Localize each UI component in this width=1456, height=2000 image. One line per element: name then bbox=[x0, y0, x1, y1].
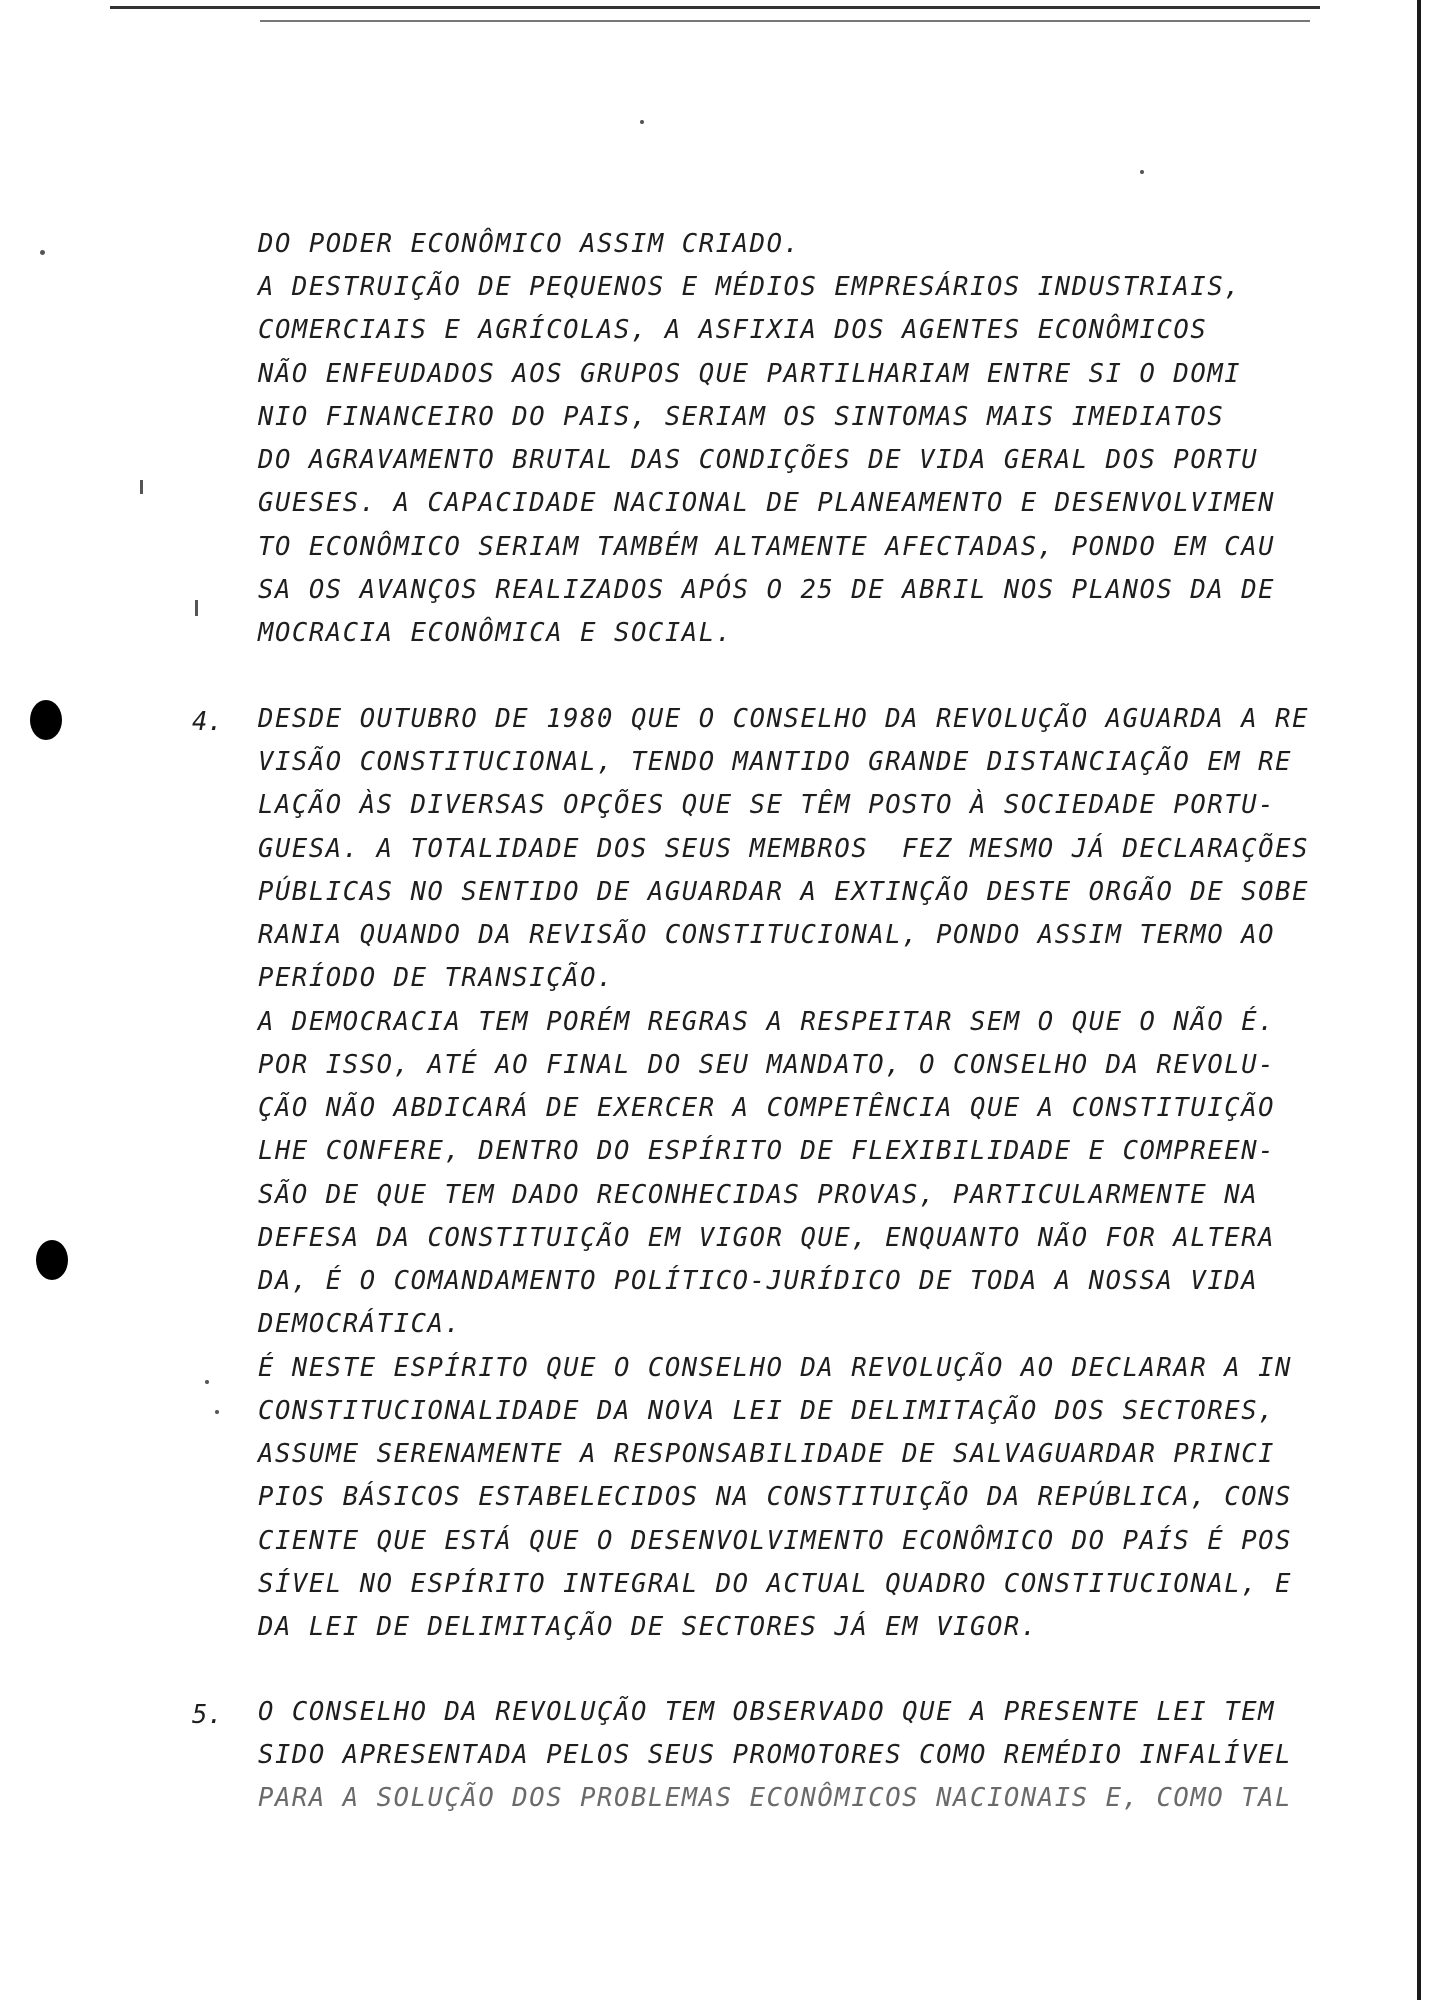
text-line: NÃO ENFEUDADOS AOS GRUPOS QUE PARTILHARIAM ENTRE SI O DOMI bbox=[258, 359, 1242, 389]
scan-speck bbox=[140, 480, 143, 494]
text-line: GUESES. A CAPACIDADE NACIONAL DE PLANEAMENTO E DESENVOLVIMEN bbox=[258, 488, 1276, 518]
text-line: DO AGRAVAMENTO BRUTAL DAS CONDIÇÕES DE VIDA GERAL DOS PORTU bbox=[258, 445, 1259, 475]
scan-speck bbox=[40, 250, 45, 255]
scan-speck bbox=[640, 120, 644, 124]
text-line: SA OS AVANÇOS REALIZADOS APÓS O 25 DE ABRIL NOS PLANOS DA DE bbox=[258, 575, 1276, 605]
text-line: POR ISSO, ATÉ AO FINAL DO SEU MANDATO, O CONSELHO DA REVOLU- bbox=[258, 1050, 1276, 1080]
text-line: ÇÃO NÃO ABDICARÁ DE EXERCER A COMPETÊNCIA QUE A CONSTITUIÇÃO bbox=[258, 1093, 1276, 1123]
text-line: VISÃO CONSTITUCIONAL, TENDO MANTIDO GRANDE DISTANCIAÇÃO EM RE bbox=[258, 747, 1293, 777]
text-line: DA LEI DE DELIMITAÇÃO DE SECTORES JÁ EM VIGOR. bbox=[258, 1612, 1038, 1642]
text-line: SÍVEL NO ESPÍRITO INTEGRAL DO ACTUAL QUADRO CONSTITUCIONAL, E bbox=[258, 1569, 1293, 1599]
scan-speck bbox=[195, 600, 198, 616]
text-line: DO PODER ECONÔMICO ASSIM CRIADO. bbox=[258, 229, 801, 259]
text-line: SIDO APRESENTADA PELOS SEUS PROMOTORES COMO REMÉDIO INFALÍVEL bbox=[258, 1740, 1293, 1770]
text-line: SÃO DE QUE TEM DADO RECONHECIDAS PROVAS, PARTICULARMENTE NA bbox=[258, 1180, 1259, 1210]
top-border-line bbox=[110, 6, 1320, 9]
text-line: DESDE OUTUBRO DE 1980 QUE O CONSELHO DA REVOLUÇÃO AGUARDA A RE bbox=[258, 704, 1310, 734]
punch-hole-icon bbox=[30, 700, 62, 740]
section-number: 4. bbox=[192, 707, 223, 737]
text-line: CONSTITUCIONALIDADE DA NOVA LEI DE DELIMITAÇÃO DOS SECTORES, bbox=[258, 1396, 1276, 1426]
scan-speck bbox=[215, 1410, 219, 1414]
text-line: É NESTE ESPÍRITO QUE O CONSELHO DA REVOLUÇÃO AO DECLARAR A IN bbox=[258, 1353, 1293, 1383]
text-line: NIO FINANCEIRO DO PAIS, SERIAM OS SINTOMAS MAIS IMEDIATOS bbox=[258, 402, 1225, 432]
text-line: PERÍODO DE TRANSIÇÃO. bbox=[258, 963, 614, 993]
scan-speck bbox=[205, 1380, 209, 1384]
text-line: DA, É O COMANDAMENTO POLÍTICO-JURÍDICO DE TODA A NOSSA VIDA bbox=[258, 1266, 1259, 1296]
text-line: ASSUME SERENAMENTE A RESPONSABILIDADE DE SALVAGUARDAR PRINCI bbox=[258, 1439, 1276, 1469]
text-line: CIENTE QUE ESTÁ QUE O DESENVOLVIMENTO ECONÔMICO DO PAÍS É POS bbox=[258, 1526, 1293, 1556]
top-border-line-faint bbox=[260, 20, 1310, 22]
text-line: O CONSELHO DA REVOLUÇÃO TEM OBSERVADO QUE A PRESENTE LEI TEM bbox=[258, 1697, 1276, 1727]
text-line: DEFESA DA CONSTITUIÇÃO EM VIGOR QUE, ENQUANTO NÃO FOR ALTERA bbox=[258, 1223, 1276, 1253]
text-line: LAÇÃO ÀS DIVERSAS OPÇÕES QUE SE TÊM POSTO À SOCIEDADE PORTU- bbox=[258, 790, 1276, 820]
text-line: RANIA QUANDO DA REVISÃO CONSTITUCIONAL, PONDO ASSIM TERMO AO bbox=[258, 920, 1276, 950]
text-line: DEMOCRÁTICA. bbox=[258, 1309, 462, 1339]
text-line: TO ECONÔMICO SERIAM TAMBÉM ALTAMENTE AFECTADAS, PONDO EM CAU bbox=[258, 532, 1276, 562]
text-line: COMERCIAIS E AGRÍCOLAS, A ASFIXIA DOS AGENTES ECONÔMICOS bbox=[258, 315, 1208, 345]
text-line: A DEMOCRACIA TEM PORÉM REGRAS A RESPEITAR SEM O QUE O NÃO É. bbox=[258, 1007, 1276, 1037]
text-line: GUESA. A TOTALIDADE DOS SEUS MEMBROS FEZ MESMO JÁ DECLARAÇÕES bbox=[258, 834, 1310, 864]
text-line: PÚBLICAS NO SENTIDO DE AGUARDAR A EXTINÇÃO DESTE ORGÃO DE SOBE bbox=[258, 877, 1310, 907]
right-page-edge bbox=[1417, 0, 1421, 2000]
scan-speck bbox=[1140, 170, 1144, 174]
text-line: PARA A SOLUÇÃO DOS PROBLEMAS ECONÔMICOS NACIONAIS E, COMO TAL bbox=[258, 1783, 1293, 1813]
punch-hole-icon bbox=[36, 1240, 68, 1280]
text-line: MOCRACIA ECONÔMICA E SOCIAL. bbox=[258, 618, 733, 648]
text-line: LHE CONFERE, DENTRO DO ESPÍRITO DE FLEXIBILIDADE E COMPREEN- bbox=[258, 1136, 1276, 1166]
text-line: PIOS BÁSICOS ESTABELECIDOS NA CONSTITUIÇÃO DA REPÚBLICA, CONS bbox=[258, 1482, 1293, 1512]
section-number: 5. bbox=[192, 1700, 223, 1730]
text-line: A DESTRUIÇÃO DE PEQUENOS E MÉDIOS EMPRESÁRIOS INDUSTRIAIS, bbox=[258, 272, 1242, 302]
